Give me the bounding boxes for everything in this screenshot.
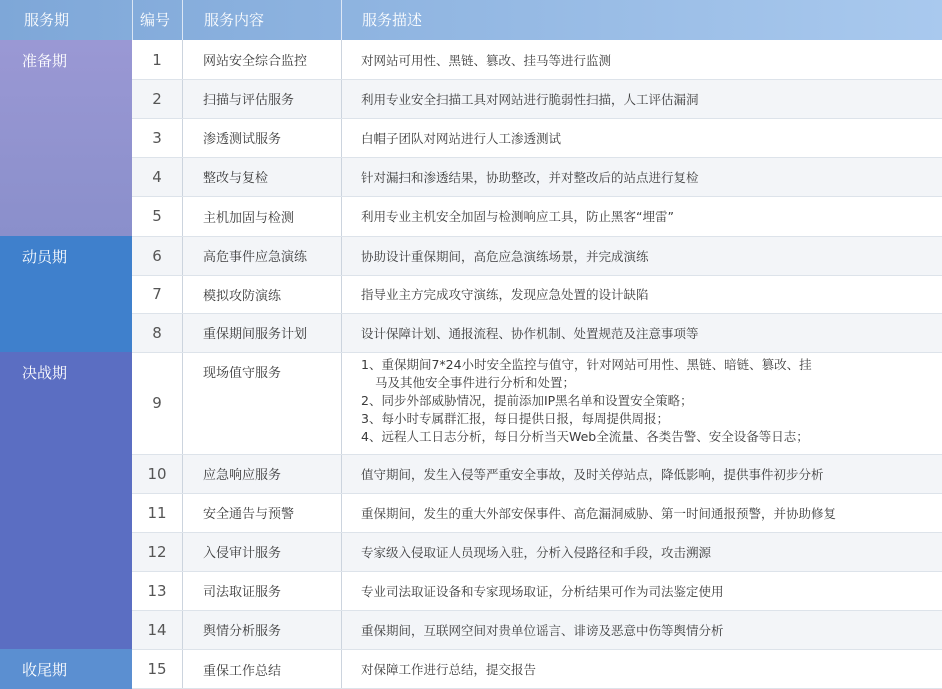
- row-content: 高危事件应急演练: [203, 250, 308, 265]
- row-divider: [132, 157, 942, 158]
- row-number: 9: [152, 394, 162, 412]
- description-line: 2、同步外部威胁情况，提前添加IP黑名单和设置安全策略；: [361, 393, 693, 408]
- row-description: [361, 352, 936, 454]
- table-row: [132, 236, 942, 275]
- row-divider: [132, 571, 942, 572]
- row-content: 安全通告与预警: [203, 507, 295, 522]
- row-description: 专家级入侵取证人员现场入驻，分析入侵路径和手段，攻击溯源: [361, 544, 712, 560]
- table-row: [132, 352, 942, 454]
- row-divider: [132, 196, 942, 197]
- phase-closing: 收尾期: [0, 649, 132, 689]
- row-content: 重保工作总结: [203, 663, 282, 679]
- row-content: 重保期间服务计划: [203, 327, 308, 342]
- table-row: [132, 118, 942, 157]
- row-content: 司法取证服务: [203, 585, 282, 600]
- row-divider: [132, 532, 942, 533]
- table-row: [132, 313, 942, 352]
- table-row: [132, 532, 942, 571]
- row-description: 设计保障计划、通报流程、协作机制、处置规范及注意事项等: [361, 325, 699, 341]
- table-row: [132, 275, 942, 313]
- row-divider: [132, 236, 942, 237]
- row-content: 主机加固与检测: [203, 210, 295, 226]
- row-divider: [132, 79, 942, 80]
- row-number: 6: [152, 246, 162, 265]
- table-row: [132, 454, 942, 493]
- row-divider: [132, 313, 942, 314]
- row-description: 对保障工作进行总结，提交报告: [361, 662, 537, 677]
- table-row: [132, 157, 942, 196]
- row-description: 利用专业安全扫描工具对网站进行脆弱性扫描，人工评估漏洞: [361, 91, 699, 107]
- header-divider: [341, 0, 342, 40]
- header-content: 服务内容: [204, 11, 265, 29]
- header-divider: [182, 0, 183, 40]
- row-number: 3: [152, 128, 162, 147]
- row-description: 利用专业主机安全加固与检测响应工具，防止黑客“埋雷”: [361, 209, 674, 224]
- column-divider: [341, 40, 342, 689]
- row-content: 现场值守服务: [203, 366, 282, 381]
- row-description: 指导业主方完成攻守演练，发现应急处置的设计缺陷: [361, 287, 649, 302]
- row-number: 13: [147, 581, 167, 600]
- description-line: 1、重保期间7*24小时安全监控与值守，针对网站可用性、黑链、暗链、篡改、挂: [361, 357, 812, 372]
- description-line: 马及其他安全事件进行分析和处置；: [375, 375, 576, 390]
- row-description: 值守期间，发生入侵等严重安全事故，及时关停站点，降低影响，提供事件初步分析: [361, 466, 824, 482]
- row-divider: [132, 352, 942, 353]
- row-divider: [132, 610, 942, 611]
- row-number: 8: [152, 323, 162, 342]
- row-number: 4: [152, 167, 162, 186]
- row-divider: [132, 275, 942, 276]
- row-content: 渗透测试服务: [203, 132, 282, 147]
- table-row: [132, 610, 942, 649]
- row-description: 对网站可用性、黑链、篡改、挂马等进行监测: [361, 52, 612, 68]
- row-number: 5: [152, 207, 162, 225]
- header-divider: [132, 0, 133, 40]
- table-row: [132, 40, 942, 79]
- row-description: 专业司法取证设备和专家现场取证，分析结果可作为司法鉴定使用: [361, 583, 724, 599]
- row-content: 入侵审计服务: [203, 546, 282, 561]
- row-number: 15: [147, 660, 167, 678]
- table-header: [0, 0, 942, 40]
- row-content: 网站安全综合监控: [203, 54, 308, 69]
- phase-preparation: 准备期: [0, 40, 132, 236]
- header-phase: 服务期: [24, 11, 70, 29]
- row-divider: [132, 649, 942, 650]
- table-row: [132, 571, 942, 610]
- row-number: 12: [147, 542, 167, 561]
- row-description: 协助设计重保期间，高危应急演练场景，并完成演练: [361, 248, 649, 264]
- table-row: [132, 493, 942, 532]
- row-number: 7: [152, 285, 162, 303]
- header-number: 编号: [140, 11, 171, 29]
- row-divider: [132, 493, 942, 494]
- column-divider: [182, 40, 183, 689]
- description-line: 3、每小时专属群汇报，每日提供日报，每周提供周报；: [361, 411, 669, 426]
- table-row: [132, 649, 942, 689]
- row-content: 舆情分析服务: [203, 624, 282, 639]
- row-content: 整改与复检: [203, 171, 269, 186]
- row-content: 模拟攻防演练: [203, 288, 282, 304]
- row-description: 针对漏扫和渗透结果，协助整改，并对整改后的站点进行复检: [361, 169, 699, 185]
- row-description: 重保期间，发生的重大外部安保事件、高危漏洞威胁、第一时间通报预警，并协助修复: [361, 505, 837, 521]
- header-description: 服务描述: [362, 11, 423, 29]
- table-row: [132, 79, 942, 118]
- row-number: 1: [152, 50, 162, 69]
- description-line: 4、远程人工日志分析，每日分析当天Web全流量、各类告警、安全设备等日志；: [361, 429, 809, 444]
- row-content: 扫描与评估服务: [203, 93, 295, 108]
- phase-decisive: 决战期: [0, 352, 132, 649]
- row-description: 重保期间，互联网空间对贵单位谣言、诽谤及恶意中伤等舆情分析: [361, 622, 724, 638]
- phase-mobilization: 动员期: [0, 236, 132, 352]
- row-divider: [132, 454, 942, 455]
- row-divider: [132, 118, 942, 119]
- row-description: 白帽子团队对网站进行人工渗透测试: [361, 130, 562, 146]
- row-number: 10: [147, 464, 167, 483]
- row-content: 应急响应服务: [203, 468, 282, 483]
- row-number: 2: [152, 89, 162, 108]
- row-number: 11: [147, 503, 167, 522]
- table-row: [132, 196, 942, 236]
- row-number: 14: [147, 620, 167, 639]
